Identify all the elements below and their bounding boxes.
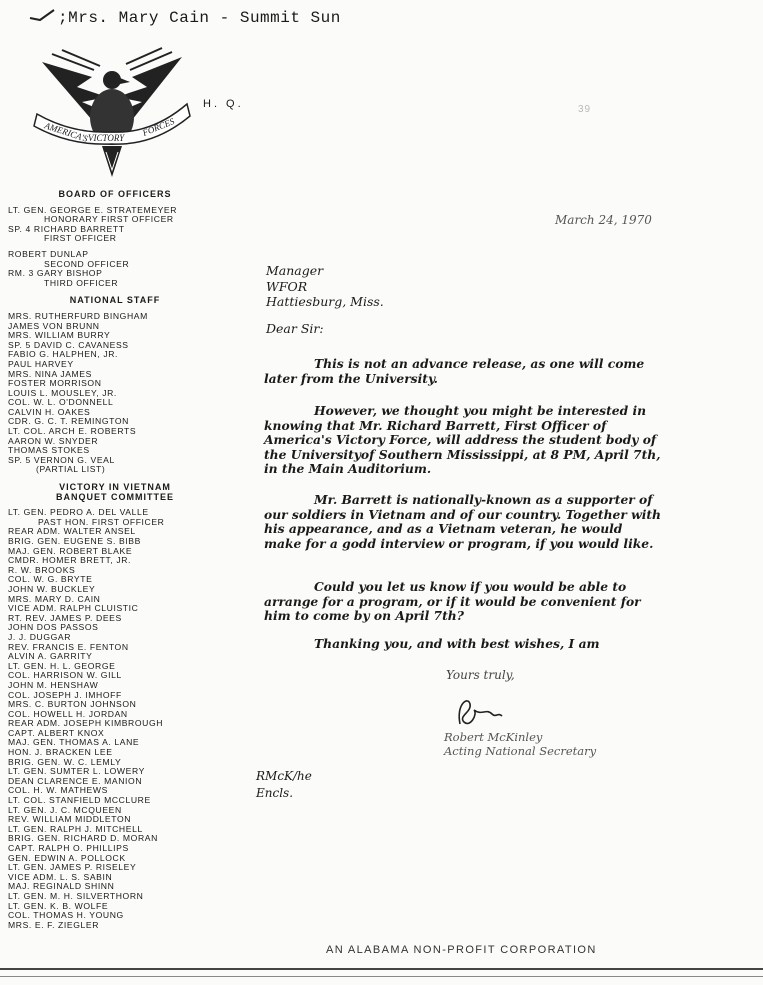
list-item: COL. H. W. MATHEWS (8, 785, 108, 796)
paragraph-text: Mr. Barrett is nationally-known as a supporter of our soldiers in Vietnam and of our country. Together with his appearance, and as a Vietnam veteran, he would make for a godd interview or program, if you would like. (264, 492, 662, 551)
list-item: LT. GEN. JAMES P. RISELEY (8, 862, 137, 873)
list-item: LT. GEN. RALPH J. MITCHELL (8, 823, 143, 834)
list-item: COL. W. G. BRYTE (8, 574, 93, 585)
paragraph-3 (264, 493, 662, 551)
list-item: LT. GEN. H. L. GEORGE (8, 660, 116, 671)
officer-name: LT. GEN. GEORGE E. STRATEMEYER (8, 204, 178, 215)
list-item: LT. GEN. SUMTER L. LOWERY (8, 766, 145, 777)
list-item: MRS. C. BURTON JOHNSON (8, 699, 137, 710)
list-item: CALVIN H. OAKES (8, 406, 91, 417)
address-line: Manager (266, 263, 324, 278)
list-item: ALVIN A. GARRITY (8, 651, 93, 662)
enclosure-note: Encls. (256, 786, 294, 800)
list-item: LT. COL. ARCH E. ROBERTS (8, 426, 137, 437)
committee-title-1: VICTORY IN VIETNAM (59, 482, 171, 493)
list-item: REV. WILLIAM MIDDLETON (8, 814, 132, 825)
header-mark: ; (58, 9, 69, 27)
officer-sidebar (8, 188, 208, 930)
staff-title: NATIONAL STAFF (69, 295, 161, 306)
list-item: CMDR. HOMER BRETT, JR. (8, 555, 132, 566)
seal-text-middle: VICTORY (88, 133, 125, 143)
list-item: COL. THOMAS H. YOUNG (8, 910, 124, 921)
recipient-address (266, 263, 384, 310)
officer-name: ROBERT DUNLAP (8, 248, 89, 259)
list-item: MAJ. REGINALD SHINN (8, 881, 115, 892)
list-item: CDR. G. C. T. REMINGTON (8, 416, 129, 427)
list-item: AARON W. SNYDER (8, 435, 99, 446)
staff-note: (PARTIAL LIST) (36, 464, 106, 475)
list-item: LT. GEN. K. B. WOLFE (8, 900, 109, 911)
committee-chair-name: LT. GEN. PEDRO A. DEL VALLE (8, 507, 149, 518)
list-item: MRS. WILLIAM BURRY (8, 330, 111, 341)
list-item: MRS. E. F. ZIEGLER (8, 919, 100, 930)
seal-text-left: AMERICA'S (43, 120, 90, 144)
signer-title: Acting National Secretary (444, 744, 597, 758)
signer-name: Robert McKinley (444, 730, 543, 744)
list-item: BRIG. GEN. EUGENE S. BIBB (8, 536, 141, 546)
list-item: LT. COL. STANFIELD MCCLURE (8, 795, 151, 806)
list-item: PAUL HARVEY (8, 358, 74, 369)
list-item: DEAN CLARENCE E. MANION (8, 775, 143, 786)
list-item: COL. JOSEPH J. IMHOFF (8, 689, 122, 700)
list-item: COL. HOWELL H. JORDAN (8, 708, 128, 719)
checkmark-icon (28, 8, 58, 27)
list-item: COL. HARRISON W. GILL (8, 670, 122, 681)
officer-role: THIRD OFFICER (44, 277, 119, 288)
officer-name: RM. 3 GARY BISHOP (8, 268, 103, 279)
footer-text: AN ALABAMA NON-PROFIT CORPORATION (326, 944, 597, 956)
list-item: REV. FRANCIS E. FENTON (8, 641, 129, 652)
officer-role: FIRST OFFICER (44, 233, 117, 244)
paragraph-2 (264, 404, 662, 477)
list-item: GEN. EDWIN A. POLLOCK (8, 852, 126, 863)
list-item: VICE ADM. RALPH CLUISTIC (8, 603, 139, 614)
list-item: REAR ADM. WALTER ANSEL (8, 526, 136, 537)
list-item: CAPT. ALBERT KNOX (8, 727, 105, 738)
paragraph-text: Thanking you, and with best wishes, I am (314, 636, 600, 651)
signer-block (444, 730, 596, 758)
header-note-text: Mrs. Mary Cain - Summit Sun (68, 9, 341, 27)
closing: Yours truly, (446, 668, 515, 682)
committee-list (8, 527, 208, 930)
paragraph-4 (264, 580, 662, 624)
footer-rule (0, 968, 763, 970)
salutation: Dear Sir: (266, 321, 324, 336)
paragraph-1 (264, 357, 662, 386)
eagle-icon (22, 42, 197, 182)
address-line: WFOR (266, 278, 308, 294)
header-note (28, 8, 341, 27)
list-item: MRS. NINA JAMES (8, 368, 92, 379)
list-item: LT. GEN. J. C. MCQUEEN (8, 804, 122, 815)
list-item: BRIG. GEN. RICHARD D. MORAN (8, 833, 158, 844)
list-item: CAPT. RALPH O. PHILLIPS (8, 843, 129, 853)
board-title: BOARD OF OFFICERS (58, 189, 172, 199)
list-item: MAJ. GEN. THOMAS A. LANE (8, 737, 140, 748)
paragraph-text: Could you let us know if you would be able to arrange for a program, or if it would be convenient for him to come by on April 7th? (264, 579, 641, 624)
list-item: LT. GEN. M. H. SILVERTHORN (8, 890, 144, 901)
signature-icon (452, 694, 522, 730)
letter-date: March 24, 1970 (555, 213, 652, 227)
seal-text-right: FORCES (141, 116, 176, 138)
list-item: JOHN W. BUCKLEY (8, 583, 96, 594)
list-item: MRS. MARY D. CAIN (8, 593, 101, 604)
list-item: THOMAS STOKES (8, 445, 90, 456)
list-item: MAJ. GEN. ROBERT BLAKE (8, 545, 133, 556)
list-item: SP. 5 DAVID C. CAVANESS (8, 339, 129, 350)
paragraph-text: However, we thought you might be interested in knowing that Mr. Richard Barrett, First Officer of America's Victory Force, will address the student body of the Universityof Southern Mississippi, at 8 PM, April 7th, in the Main Auditorium. (264, 403, 661, 477)
paragraph-text: This is not an advance release, as one will come later from the University. (264, 356, 645, 386)
list-item: JOHN DOS PASSOS (8, 622, 99, 633)
list-item: VICE ADM. L. S. SABIN (8, 871, 113, 882)
list-item: JAMES VON BRUNN (8, 320, 100, 331)
list-item: LOUIS L. MOUSLEY, JR. (8, 387, 117, 398)
list-item: HON. J. BRACKEN LEE (8, 747, 113, 758)
list-item: BRIG. GEN. W. C. LEMLY (8, 756, 122, 767)
list-item: JOHN M. HENSHAW (8, 679, 99, 690)
list-item: REAR ADM. JOSEPH KIMBROUGH (8, 718, 164, 729)
committee-title-2: BANQUET COMMITTEE (56, 491, 174, 502)
list-item: R. W. BROOKS (8, 564, 76, 575)
committee-chair-role: PAST HON. FIRST OFFICER (38, 516, 165, 527)
list-item: FOSTER MORRISON (8, 378, 102, 389)
reference-initials: RMcK/he (256, 769, 312, 783)
officer-name: SP. 4 RICHARD BARRETT (8, 223, 125, 234)
officer-role: SECOND OFFICER (44, 258, 130, 269)
reference-block (256, 768, 312, 802)
officer-role: HONORARY FIRST OFFICER (44, 214, 174, 225)
list-item: FABIO G. HALPHEN, JR. (8, 349, 119, 360)
hq-label: H. Q. (203, 98, 244, 110)
list-item: J. J. DUGGAR (8, 631, 72, 642)
faded-number: 39 (578, 104, 592, 115)
staff-list (8, 312, 208, 466)
footer-rule-thin (0, 976, 763, 977)
paragraph-5 (264, 637, 662, 652)
list-item: SP. 5 VERNON G. VEAL (8, 454, 115, 465)
list-item: MRS. RUTHERFURD BINGHAM (8, 310, 148, 321)
address-line: Hattiesburg, Miss. (266, 294, 384, 309)
list-item: RT. REV. JAMES P. DEES (8, 612, 122, 623)
list-item: COL. W. L. O'DONNELL (8, 397, 114, 408)
